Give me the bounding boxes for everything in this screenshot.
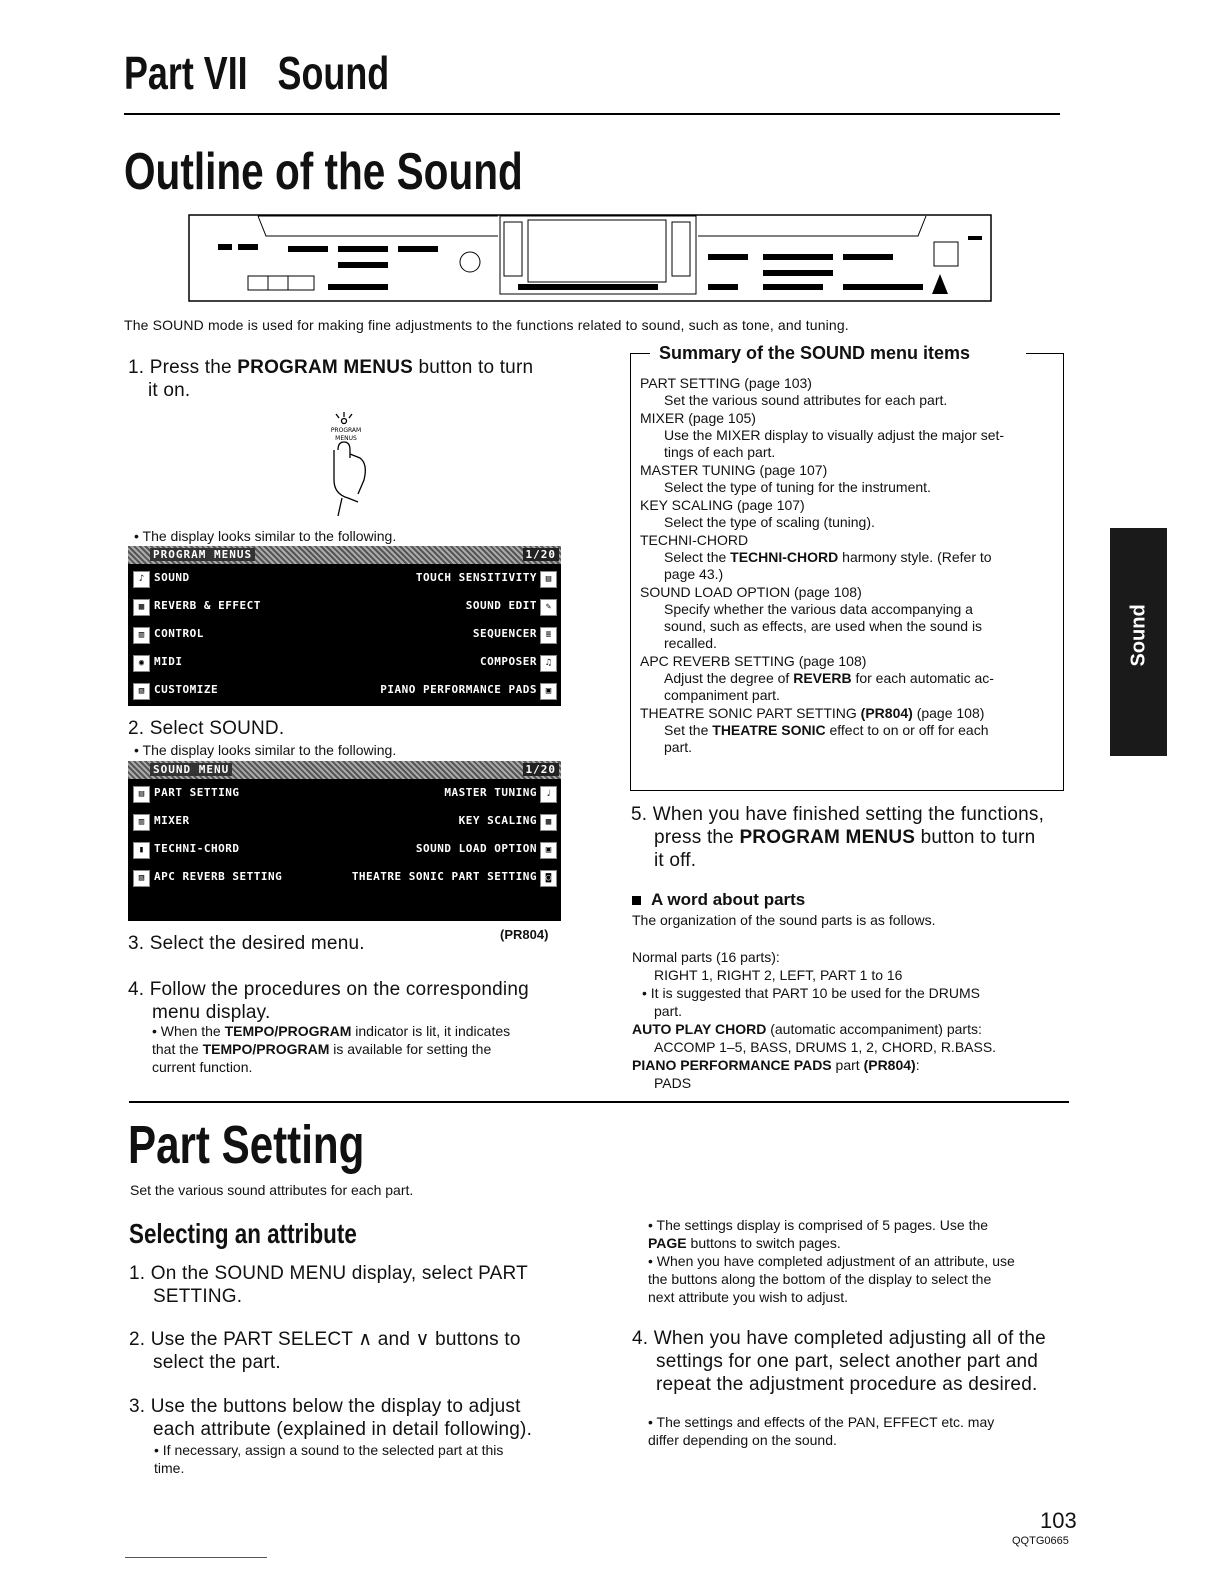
screen-page: 1/20 — [523, 763, 560, 776]
parts-heading: A word about parts — [632, 890, 805, 910]
menu-item-control[interactable]: CONTROL — [154, 627, 204, 640]
screen-page: 1/20 — [523, 548, 560, 561]
customize-icon: ▧ — [133, 683, 150, 700]
keyboard-panel-illustration — [188, 214, 992, 302]
ps-step-4: 4. When you have completed adjusting all of the settings for one part, select another part and repeat the adjustment procedure as desired. — [632, 1328, 1046, 1395]
ps-step-2: 2. Use the PART SELECT ∧ and ∨ buttons to select the part. — [129, 1329, 521, 1373]
menu-item-key-scaling[interactable]: KEY SCALING — [458, 814, 537, 827]
menu-item-theatre-sonic-part-setting[interactable]: THEATRE SONIC PART SETTING — [351, 870, 537, 883]
summary-list — [640, 374, 1058, 756]
outline-title: Outline of the Sound — [124, 143, 523, 201]
menu-item-mixer[interactable]: MIXER — [154, 814, 190, 827]
screen-title: PROGRAM MENUS — [150, 548, 255, 561]
sound-icon: ♪ — [133, 571, 150, 588]
apc-reverb-icon: ▧ — [133, 870, 150, 887]
step-4: 4. Follow the procedures on the corresponding menu display. — [128, 979, 529, 1023]
ps-step-3: 3. Use the buttons below the display to adjust each attribute (explained in detail following). — [129, 1396, 533, 1440]
theatre-icon: ◙ — [540, 870, 557, 887]
intro-text: The SOUND mode is used for making fine adjustments to the functions related to sound, such as tone, and tuning. — [124, 317, 849, 333]
screen-header — [128, 761, 561, 779]
summary-box-top-rule-right — [1026, 353, 1063, 354]
ps-step-1: 1. On the SOUND MENU display, select PART SETTING. — [129, 1263, 528, 1307]
ps-step-4-note: • The settings and effects of the PAN, EFFECT etc. may differ depending on the sound. — [648, 1414, 995, 1448]
part-setting-icon: ▤ — [133, 786, 150, 803]
part-setting-title: Part Setting — [128, 1115, 365, 1175]
menu-item-techni-chord[interactable]: TECHNI-CHORD — [154, 842, 240, 855]
header-rule — [124, 113, 1060, 115]
step-1: 1. Press the PROGRAM MENUS button to turn it on. — [128, 357, 534, 401]
parts-list: Normal parts (16 parts): RIGHT 1, RIGHT 2, LEFT, PART 1 to 16 • It is suggested that PART 10 be used for the DRUMS part. AUTO PLAY CHORD (automatic accompaniment) parts: ACCOMP 1–5, BASS, DRUMS 1, 2, CHORD, R.BASS. PIANO PERFORMANCE PADS part (PR804): PADS — [632, 949, 997, 1091]
reverb-icon: ▦ — [133, 599, 150, 616]
scaling-icon: ▦ — [540, 814, 557, 831]
step-5: 5. When you have finished setting the functions, press the PROGRAM MENUS button to turn it off. — [631, 804, 1045, 871]
summary-item: THEATRE SONIC PART SETTING (PR804) (page 108) Set the THEATRE SONIC effect to on or off for each part. — [640, 705, 989, 755]
summary-item: KEY SCALING (page 107) Select the type of scaling (tuning). — [640, 497, 875, 530]
control-icon: ▥ — [133, 627, 150, 644]
summary-item: MIXER (page 105) Use the MIXER display to visually adjust the major set- tings of each part. — [640, 410, 1005, 460]
step-2-note: • The display looks similar to the following. — [134, 742, 397, 758]
program-menus-screen — [128, 546, 561, 706]
edit-icon: ✎ — [540, 599, 557, 616]
step-2: 2. Select SOUND. — [128, 718, 285, 739]
menu-row[interactable] — [128, 624, 561, 646]
step-4-note: • When the TEMPO/PROGRAM indicator is lit, it indicates that the TEMPO/PROGRAM is available for setting the current function. — [152, 1023, 511, 1075]
svg-text:PROGRAM: PROGRAM — [330, 427, 362, 434]
chord-icon: ▮ — [133, 842, 150, 859]
model-label: (PR804) — [500, 927, 549, 942]
summary-item: APC REVERB SETTING (page 108) Adjust the degree of REVERB for each automatic ac- companiment part. — [640, 653, 994, 703]
sequencer-icon: ≡ — [540, 627, 557, 644]
summary-title: Summary of the SOUND menu items — [659, 343, 971, 363]
menu-row[interactable] — [128, 596, 561, 618]
ps-right-notes: • The settings display is comprised of 5 pages. Use the PAGE buttons to switch pages. • When you have completed adjustment of an attribute, use the buttons along the bottom of the display to select the next attribute you wish to adjust. — [648, 1217, 1015, 1305]
menu-item-customize[interactable]: CUSTOMIZE — [154, 683, 219, 696]
menu-item-touch-sensitivity[interactable]: TOUCH SENSITIVITY — [415, 571, 537, 584]
menu-row[interactable] — [128, 568, 561, 590]
menu-item-midi[interactable]: MIDI — [154, 655, 183, 668]
mixer-icon: ▥ — [133, 814, 150, 831]
tuning-icon: ♩ — [540, 786, 557, 803]
menu-item-composer[interactable]: COMPOSER — [480, 655, 537, 668]
menu-item-reverb-effect[interactable]: REVERB & EFFECT — [154, 599, 261, 612]
section-rule — [129, 1101, 1069, 1103]
menu-row[interactable] — [128, 680, 561, 702]
touch-icon: ▤ — [540, 571, 557, 588]
midi-icon: ◉ — [133, 655, 150, 672]
page-number: 103 — [1040, 1508, 1077, 1533]
menu-item-sound-edit[interactable]: SOUND EDIT — [465, 599, 537, 612]
part-title: Sound — [277, 47, 390, 99]
summary-item: TECHNI-CHORD Select the TECHNI-CHORD harmony style. (Refer to page 43.) — [640, 532, 992, 582]
menu-row[interactable] — [128, 652, 561, 674]
program-menus-button-illustration — [316, 410, 376, 520]
composer-icon: ♫ — [540, 655, 557, 672]
menu-row[interactable] — [128, 783, 561, 805]
section-side-tab — [1110, 528, 1167, 756]
sound-menu-screen — [128, 761, 561, 921]
menu-item-sequencer[interactable]: SEQUENCER — [472, 627, 537, 640]
menu-item-apc-reverb-setting[interactable]: APC REVERB SETTING — [154, 870, 283, 883]
menu-item-sound-load-option[interactable]: SOUND LOAD OPTION — [415, 842, 537, 855]
menu-item-sound[interactable]: SOUND — [154, 571, 190, 584]
summary-item: MASTER TUNING (page 107) Select the type of tuning for the instrument. — [640, 462, 931, 495]
screen-title: SOUND MENU — [150, 763, 232, 776]
menu-row[interactable] — [128, 811, 561, 833]
menu-row[interactable] — [128, 839, 561, 861]
load-icon: ▣ — [540, 842, 557, 859]
menu-row[interactable] — [128, 867, 561, 889]
summary-item: SOUND LOAD OPTION (page 108) Specify whether the various data accompanying a sound, such as effects, are used when the sound is recalled. — [640, 584, 983, 651]
part-heading — [124, 46, 389, 100]
pads-icon: ▣ — [540, 683, 557, 700]
part-number: Part VII — [124, 47, 248, 99]
step-1-note: • The display looks similar to the following. — [134, 528, 397, 544]
square-bullet-icon — [632, 896, 641, 905]
screen-header — [128, 546, 561, 564]
part-setting-subtitle: Set the various sound attributes for each part. — [130, 1182, 414, 1198]
doc-code: QQTG0665 — [1012, 1535, 1069, 1547]
selecting-heading: Selecting an attribute — [129, 1218, 357, 1249]
step-3: 3. Select the desired menu. — [128, 933, 365, 954]
parts-intro: The organization of the sound parts is as follows. — [632, 912, 936, 928]
menu-item-part-setting[interactable]: PART SETTING — [154, 786, 240, 799]
summary-box-top-rule-left — [630, 353, 650, 354]
footer-rule — [125, 1557, 267, 1558]
svg-text:MENUS: MENUS — [335, 435, 357, 442]
side-tab-label: Sound — [1127, 604, 1150, 667]
menu-item-piano-performance-pads[interactable]: PIANO PERFORMANCE PADS — [380, 683, 537, 696]
ps-step-3-note: • If necessary, assign a sound to the selected part at this time. — [154, 1442, 504, 1476]
menu-item-master-tuning[interactable]: MASTER TUNING — [444, 786, 537, 799]
summary-item: PART SETTING (page 103) Set the various sound attributes for each part. — [640, 375, 948, 408]
